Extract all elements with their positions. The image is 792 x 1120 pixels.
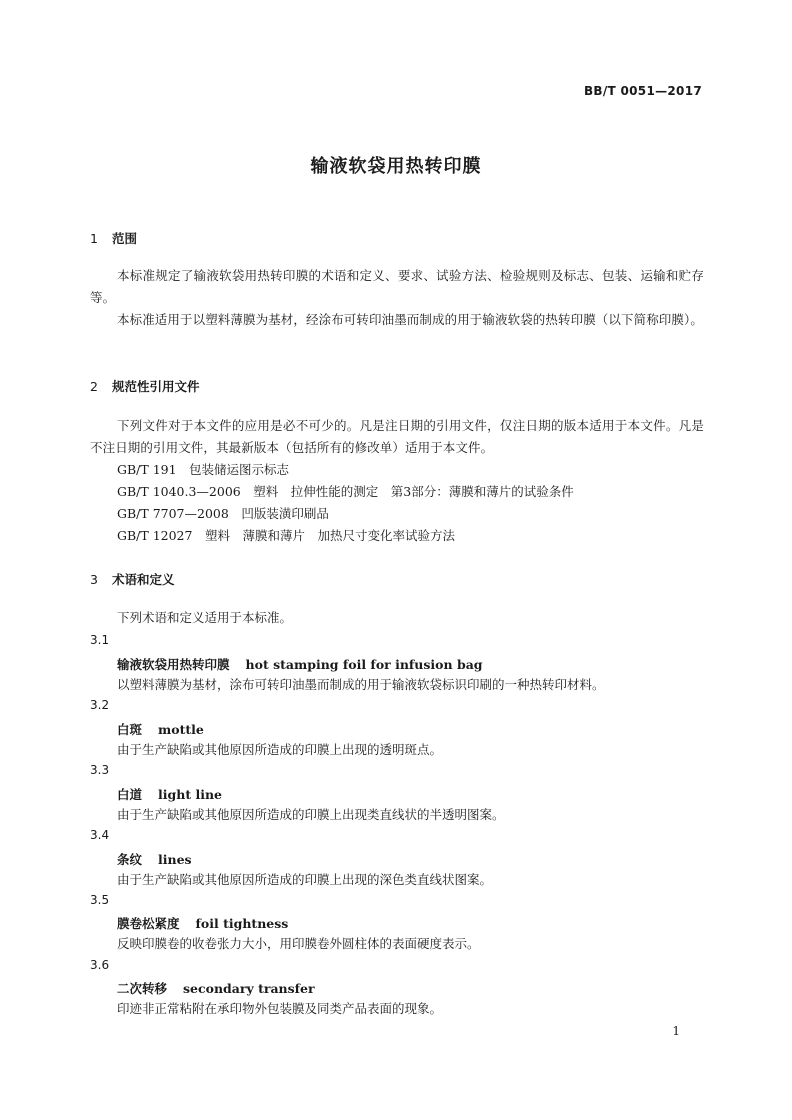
term-name [117, 979, 315, 997]
term-definition: 由于生产缺陷或其他原因所造成的印膜上出现的透明斑点。 [117, 742, 443, 757]
term-definition: 印迹非正常粘附在承印物外包装膜及同类产品表面的现象。 [117, 1001, 443, 1016]
term-cn: 输液软袋用热转印膜 [117, 657, 230, 672]
section-number: 2 [90, 379, 98, 394]
section-title: 规范性引用文件 [112, 379, 200, 394]
term-name [117, 720, 204, 738]
section-title: 范围 [112, 231, 138, 246]
term-number: 3.1 [90, 633, 110, 647]
term-cn: 白斑 [117, 722, 143, 737]
term-number: 3.3 [90, 763, 110, 777]
section-number: 1 [90, 231, 98, 246]
paragraph: 下列文件对于本文件的应用是必不可少的。凡是注日期的引用文件，仅注日期的版本适用于本文件。凡是不注日期的引用文件，其最新版本（包括所有的修改单）适用于本文件。 [90, 418, 704, 455]
term-definition: 以塑料薄膜为基材，涂布可转印油墨而制成的用于输液软袋标识印刷的一种热转印材料。 [117, 677, 605, 692]
term-cn: 条纹 [117, 852, 143, 867]
term-en: hot stamping foil for infusion bag [245, 657, 483, 672]
reference-item: GB/T 12027 塑料 薄膜和薄片 加热尺寸变化率试验方法 [117, 528, 455, 543]
paragraph: 本标准适用于以塑料薄膜为基材，经涂布可转印油墨而制成的用于输液软袋的热转印膜（以下简称印膜）。 [117, 312, 703, 327]
section-1-heading [90, 229, 137, 247]
term-en: light line [158, 787, 223, 802]
term-cn: 膜卷松紧度 [117, 916, 180, 931]
term-en: lines [158, 852, 192, 867]
section-2-heading [90, 377, 200, 395]
page-number: 1 [672, 1024, 680, 1038]
paragraph: 本标准规定了输液软袋用热转印膜的术语和定义、要求、试验方法、检验规则及标志、包装、运输和贮存等。 [90, 268, 704, 305]
term-en: foil tightness [195, 916, 289, 931]
section-intro: 下列术语和定义适用于本标准。 [117, 610, 293, 625]
term-cn: 二次转移 [117, 981, 168, 996]
term-number: 3.4 [90, 828, 110, 842]
term-name [117, 785, 222, 803]
term-number: 3.5 [90, 893, 110, 907]
term-en: secondary transfer [183, 981, 315, 996]
term-definition: 由于生产缺陷或其他原因所造成的印膜上出现的深色类直线状图案。 [117, 872, 493, 887]
section-title: 术语和定义 [112, 572, 175, 587]
reference-item: GB/T 1040.3—2006 塑料 拉伸性能的测定 第3部分：薄膜和薄片的试验条件 [117, 484, 574, 499]
term-cn: 白道 [117, 787, 143, 802]
section-number: 3 [90, 572, 98, 587]
standard-code: BB/T 0051—2017 [583, 84, 702, 98]
term-definition: 反映印膜卷的收卷张力大小，用印膜卷外圆柱体的表面硬度表示。 [117, 936, 480, 951]
document-title: 输液软袋用热转印膜 [310, 156, 482, 177]
section-3-heading [90, 570, 175, 588]
term-number: 3.2 [90, 698, 110, 712]
term-number: 3.6 [90, 958, 110, 972]
term-name [117, 914, 288, 932]
reference-item: GB/T 7707—2008 凹版装潢印刷品 [117, 506, 329, 521]
term-name [117, 850, 192, 868]
term-en: mottle [158, 722, 204, 737]
term-name [117, 655, 483, 673]
term-definition: 由于生产缺陷或其他原因所造成的印膜上出现类直线状的半透明图案。 [117, 807, 505, 822]
reference-item: GB/T 191 包装储运图示标志 [117, 462, 290, 477]
